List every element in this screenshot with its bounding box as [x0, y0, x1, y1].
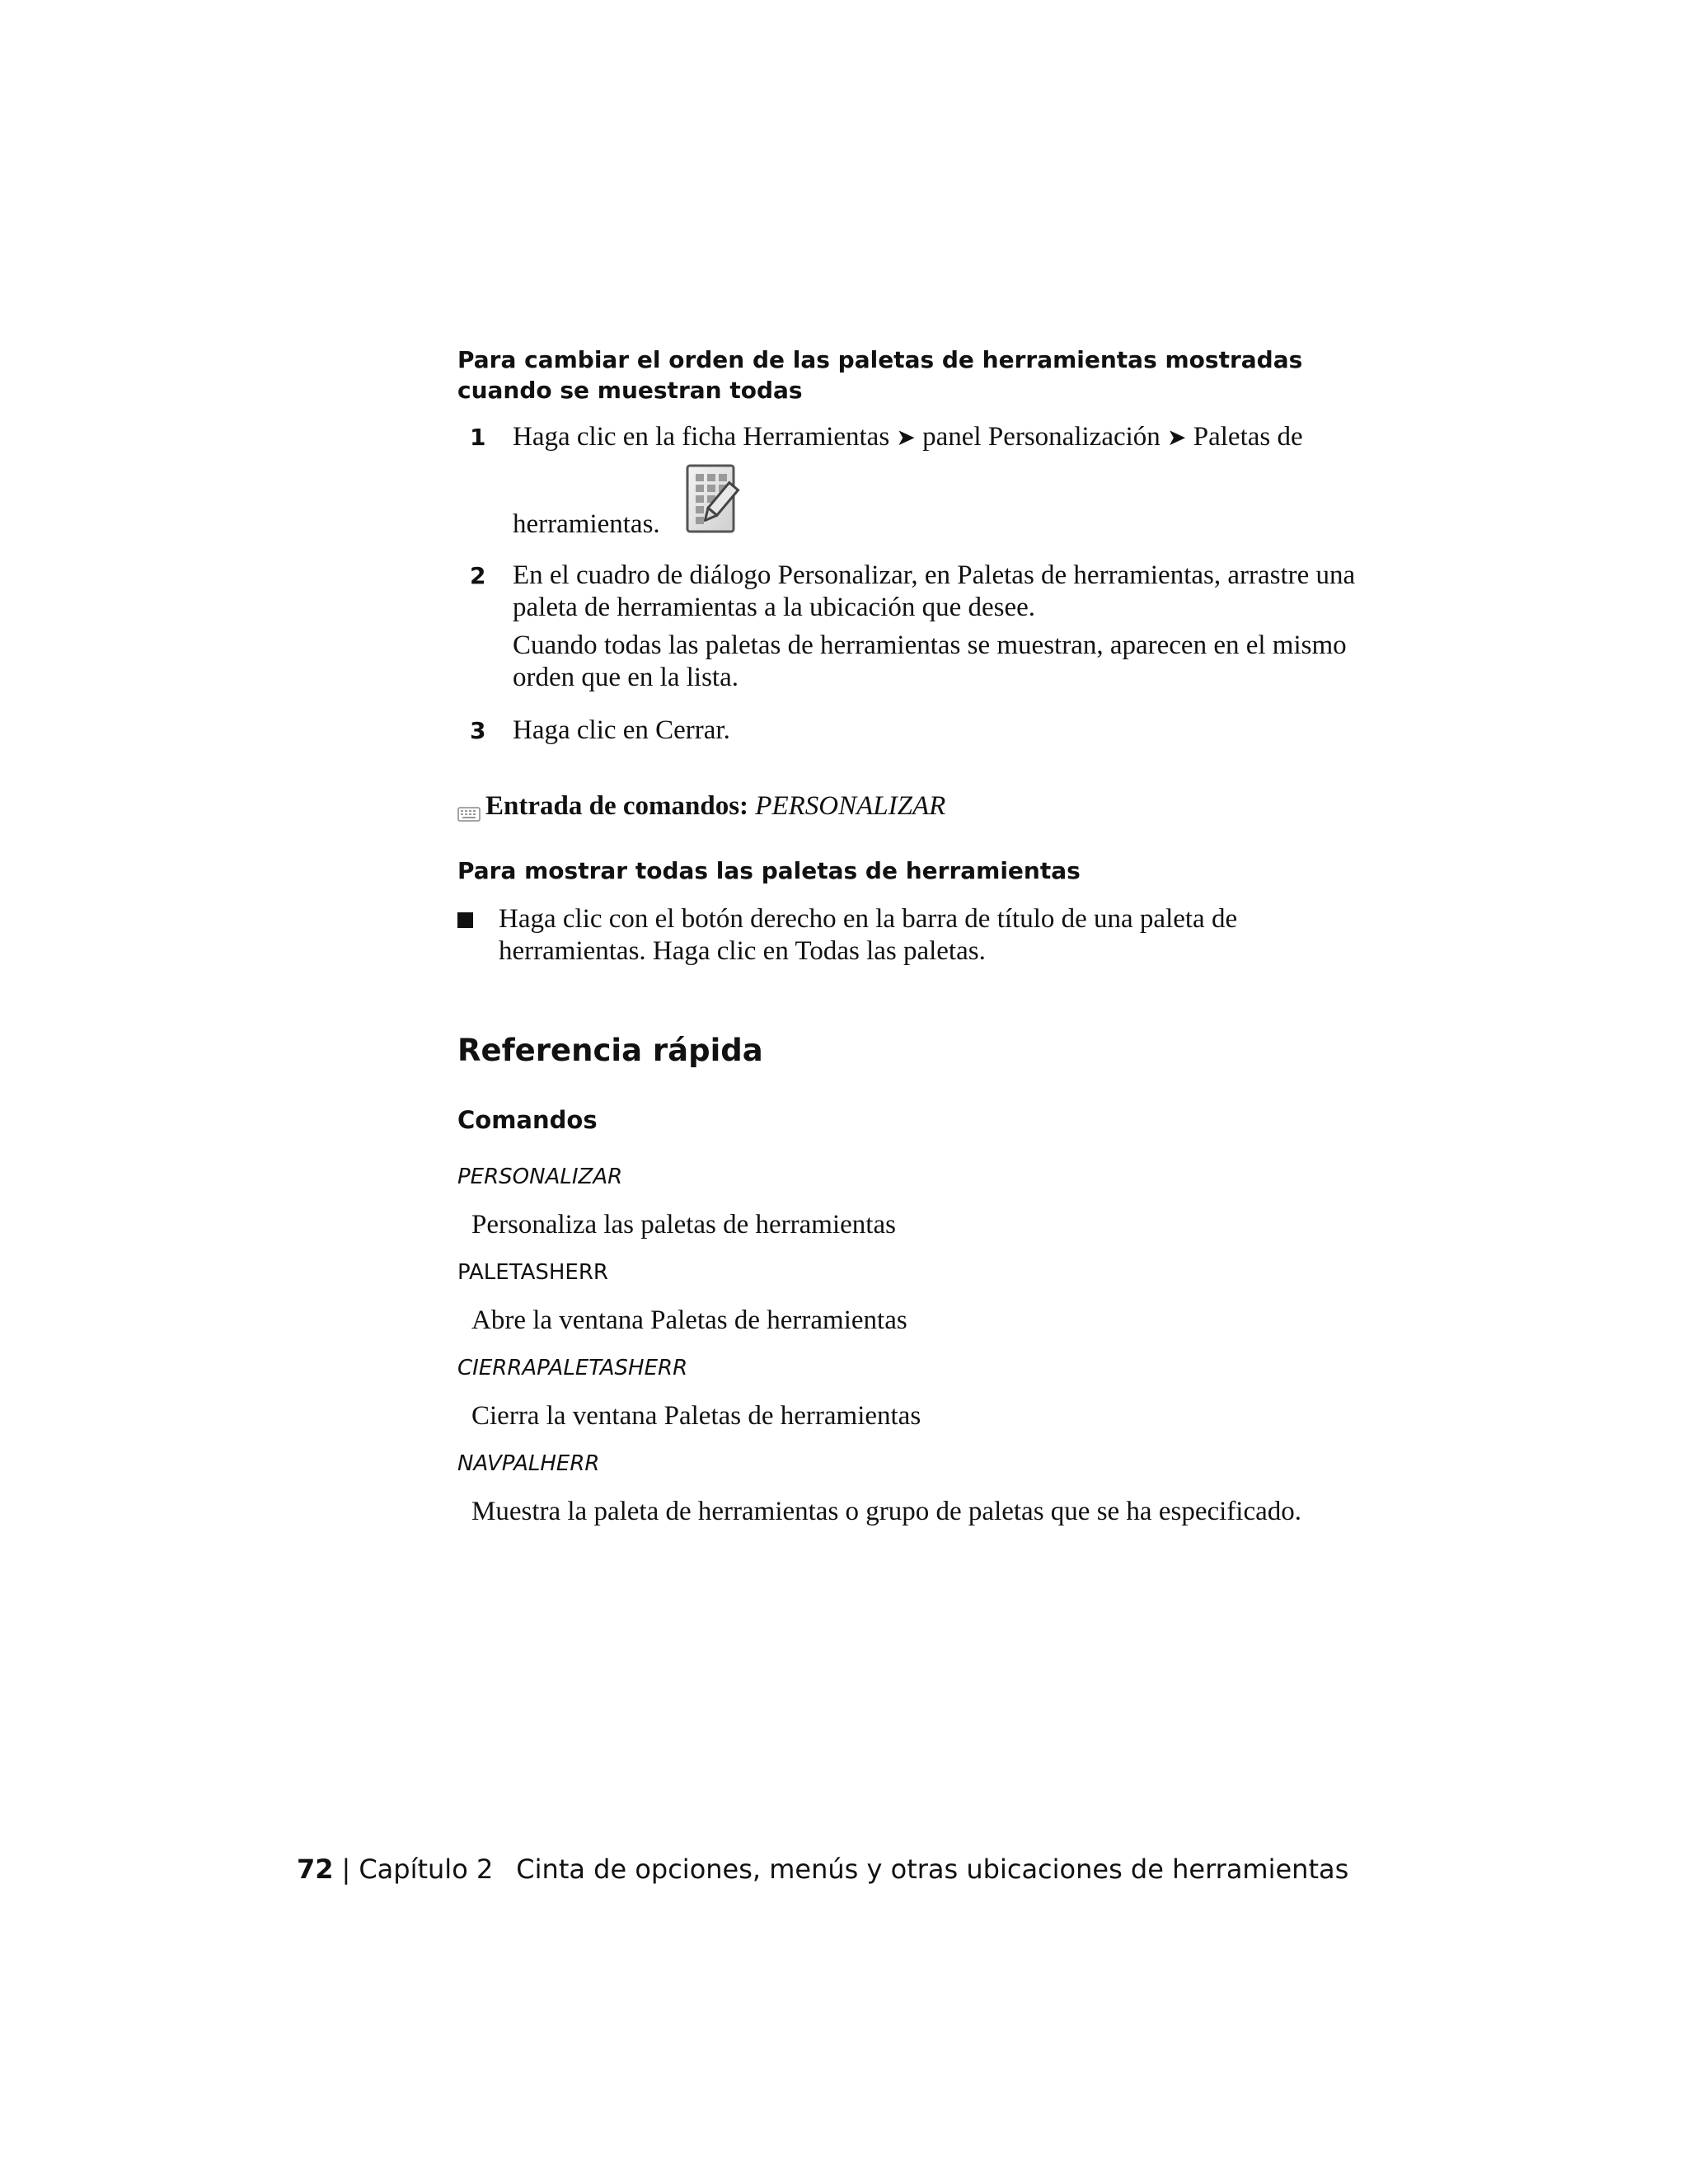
- tool-palettes-icon: [686, 464, 750, 537]
- command-description: Abre la ventana Paletas de herramientas: [471, 1305, 907, 1335]
- footer-separator: |: [341, 1854, 351, 1885]
- step-text: Haga clic en Cerrar.: [513, 715, 730, 745]
- step-text: En el cuadro de diálogo Personalizar, en Paletas de herramientas, arrastre una paleta de herramientas a la ubicación que desee.: [513, 560, 1356, 622]
- command-name: PERSONALIZAR: [457, 1165, 623, 1189]
- step-text: Haga clic en la ficha Herramientas ➤ panel Personalización ➤ Paletas de: [513, 422, 1303, 452]
- procedure-heading: Para mostrar todas las paletas de herramientas: [457, 857, 1081, 884]
- command-name: PALETASHERR: [457, 1260, 608, 1285]
- command-description: Muestra la paleta de herramientas o grupo de paletas que se ha especificado.: [471, 1497, 1301, 1526]
- command-description: Cierra la ventana Paletas de herramientas: [471, 1401, 921, 1431]
- section-heading: Referencia rápida: [457, 1033, 763, 1068]
- step-text-continued: herramientas.: [513, 509, 660, 539]
- bullet-icon: [457, 912, 473, 928]
- command-entry: [457, 788, 945, 824]
- step-1: [470, 421, 1385, 545]
- step-3: [470, 715, 1385, 748]
- step-note: Cuando todas las paletas de herramientas se muestran, aparecen en el mismo orden que en la lista.: [513, 630, 1347, 692]
- page-number: 72: [297, 1854, 334, 1885]
- command-description: Personaliza las paletas de herramientas: [471, 1210, 896, 1240]
- chapter-label: Capítulo 2: [359, 1854, 494, 1885]
- list-item-text: Haga clic con el botón derecho en la barra de título de una paleta de herramientas. Haga clic en Todas las paletas.: [499, 904, 1238, 966]
- step-2: [470, 560, 1385, 691]
- arrow-icon: ➤: [1167, 424, 1187, 451]
- step-number: 2: [470, 562, 486, 589]
- command-entry-label: Entrada de comandos:: [485, 791, 749, 821]
- procedure-heading: Para cambiar el orden de las paletas de herramientas mostradas cuando se muestran todas: [457, 346, 1303, 404]
- command-name: NAVPALHERR: [457, 1451, 600, 1476]
- command-entry-value: PERSONALIZAR: [755, 791, 946, 821]
- page-footer: [297, 1851, 1348, 1887]
- step-number: 1: [470, 424, 486, 451]
- step-number: 3: [470, 717, 486, 744]
- chapter-title: Cinta de opciones, menús y otras ubicaciones de herramientas: [516, 1854, 1349, 1885]
- arrow-icon: ➤: [896, 424, 916, 451]
- command-name: CIERRAPALETASHERR: [457, 1356, 688, 1380]
- subsection-heading: Comandos: [457, 1106, 598, 1134]
- keyboard-icon: [457, 796, 481, 813]
